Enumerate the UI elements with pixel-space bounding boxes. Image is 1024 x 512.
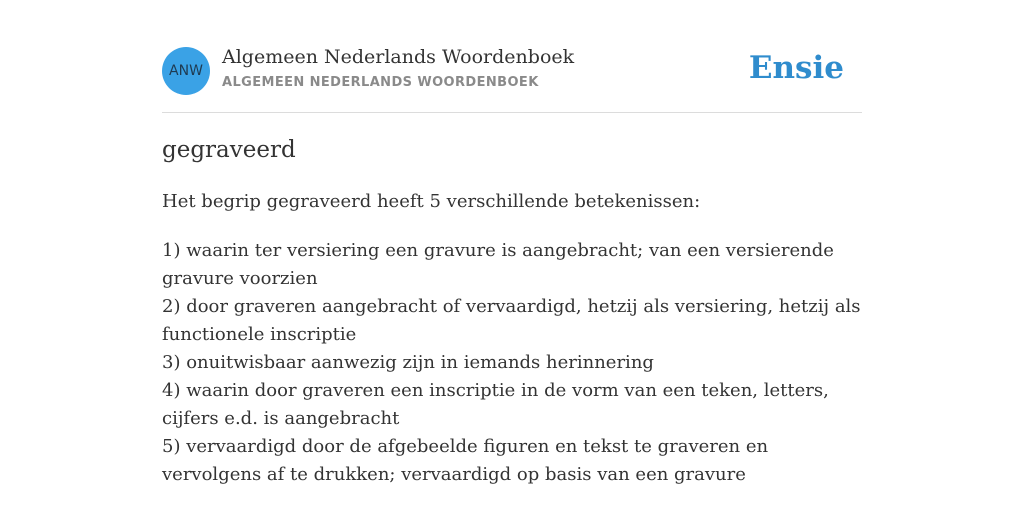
source-subtitle: ALGEMEEN NEDERLANDS WOORDENBOEK <box>222 75 539 90</box>
entry-word: gegraveerd <box>162 137 296 163</box>
meanings-list <box>162 237 862 489</box>
anw-logo[interactable]: ANW <box>162 47 210 95</box>
source-title[interactable]: Algemeen Nederlands Woordenboek <box>222 46 575 68</box>
meaning-item: 5) vervaardigd door de afgebeelde figuren en tekst te graveren en vervolgens af te drukken; vervaardigd op basis van een gravure <box>162 436 769 485</box>
meaning-item: 3) onuitwisbaar aanwezig zijn in iemands herinnering <box>162 352 654 373</box>
entry-intro: Het begrip gegraveerd heeft 5 verschillende betekenissen: <box>162 191 701 212</box>
meaning-item: 4) waarin door graveren een inscriptie in de vorm van een teken, letters, cijfers e.d. is aangebracht <box>162 380 829 429</box>
meaning-item: 2) door graveren aangebracht of vervaardigd, hetzij als versiering, hetzij als functionele inscriptie <box>162 296 861 345</box>
meaning-item: 1) waarin ter versiering een gravure is aangebracht; van een versierende gravure voorzien <box>162 240 834 289</box>
ensie-brand-logo[interactable]: Ensie <box>748 50 844 86</box>
source-header <box>162 42 862 113</box>
